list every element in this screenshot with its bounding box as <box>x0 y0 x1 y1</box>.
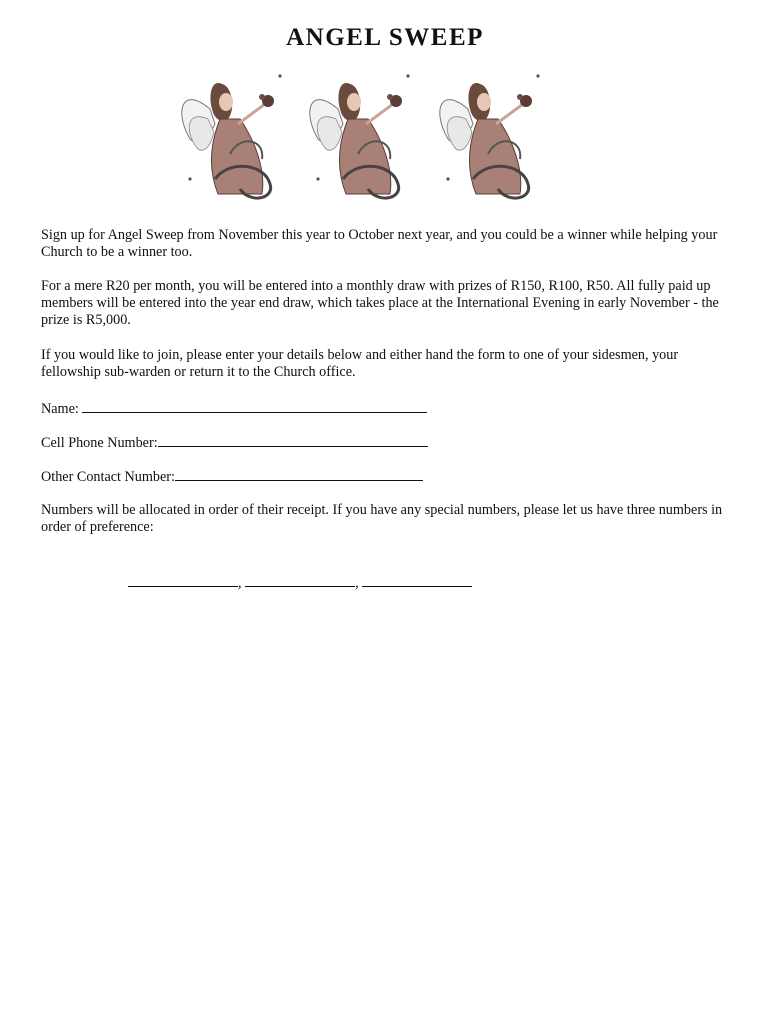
name-label: Name: <box>41 401 79 417</box>
preference-separator: , <box>355 575 359 591</box>
name-blank-line[interactable] <box>82 399 427 413</box>
intro-paragraph: Sign up for Angel Sweep from November this year to October next year, and you could be a winner while helping your Church to be a winner too. <box>41 227 718 260</box>
preference-separator: , <box>238 575 242 591</box>
angel-icon <box>298 64 428 204</box>
angel-illustrations <box>170 64 560 204</box>
other-contact-label: Other Contact Number: <box>41 469 175 485</box>
preference-2-blank[interactable] <box>245 573 355 587</box>
angel-icon <box>170 64 300 204</box>
preference-3-blank[interactable] <box>362 573 472 587</box>
angel-icon <box>428 64 558 204</box>
page-title: ANGEL SWEEP <box>286 24 484 51</box>
other-contact-field <box>41 467 423 486</box>
numbers-note-paragraph: Numbers will be allocated in order of their receipt. If you have any special numbers, please let us have three numbers in order of preference: <box>41 502 723 535</box>
preference-1-blank[interactable] <box>128 573 238 587</box>
prizes-paragraph: For a mere R20 per month, you will be entered into a monthly draw with prizes of R150, R100, R50. All fully paid up members will be entered into the year end draw, which takes place at the International Evening in early November - the prize is R5,000. <box>41 278 719 328</box>
join-instructions-paragraph: If you would like to join, please enter your details below and either hand the form to one of your sidesmen, your fellowship sub-warden or return it to the Church office. <box>41 347 679 380</box>
cell-phone-blank-line[interactable] <box>158 433 428 447</box>
cell-phone-field <box>41 433 428 452</box>
number-preferences <box>128 573 472 592</box>
name-field <box>41 399 427 418</box>
cell-phone-label: Cell Phone Number: <box>41 435 158 451</box>
other-contact-blank-line[interactable] <box>175 467 423 481</box>
